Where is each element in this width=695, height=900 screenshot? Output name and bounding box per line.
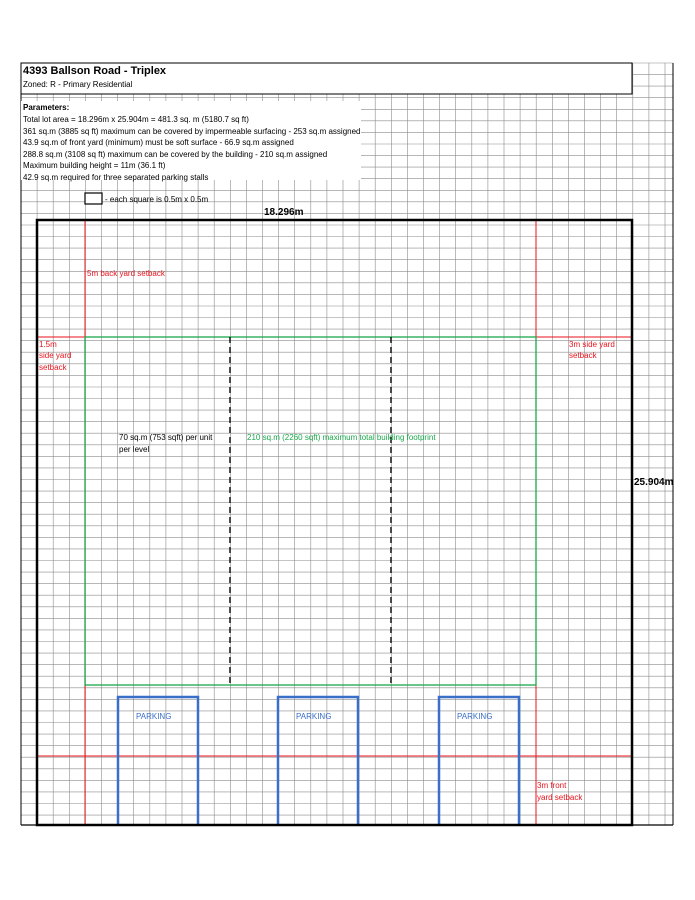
page-title: 4393 Ballson Road - Triplex <box>23 65 167 77</box>
parameter-1: Total lot area = 18.296m x 25.904m = 481.3 sq. m (5180.7 sq ft) <box>23 115 249 124</box>
unit-area-line1: 70 sq.m (753 sqft) per unit <box>119 433 213 442</box>
unit-area-line2: per level <box>119 445 150 454</box>
footprint-label: 210 sq.m (2260 sqft) maximum total building footprint <box>247 433 436 442</box>
lot-depth-label: 25.904m <box>634 477 674 488</box>
parking-label-3: PARKING <box>457 712 493 721</box>
front-setback-line1: 3m front <box>537 781 567 790</box>
front-setback-line2: yard setback <box>537 793 583 802</box>
lot-width-label: 18.296m <box>264 207 304 218</box>
parameter-3: 43.9 sq.m of front yard (minimum) must be soft surface - 66.9 sq.m assigned <box>23 138 294 147</box>
zoning-text: Zoned: R - Primary Residential <box>23 80 133 89</box>
left-setback-line3: setback <box>39 363 67 372</box>
left-setback-line2: side yard <box>39 351 72 360</box>
legend-square <box>85 193 102 204</box>
left-setback-line1: 1.5m <box>39 340 57 349</box>
right-setback-line2: setback <box>569 351 597 360</box>
parameter-5: Maximum building height = 11m (36.1 ft) <box>23 161 166 170</box>
legend-text: - each square is 0.5m x 0.5m <box>105 195 209 204</box>
back-setback-label: 5m back yard setback <box>87 269 165 278</box>
parameter-6: 42.9 sq.m required for three separated parking stalls <box>23 173 209 182</box>
parking-label-1: PARKING <box>136 712 172 721</box>
parameter-4: 288.8 sq.m (3108 sq ft) maximum can be covered by the building - 210 sq.m assigned <box>23 150 328 159</box>
parking-label-2: PARKING <box>296 712 332 721</box>
parameter-2: 361 sq.m (3885 sq ft) maximum can be covered by impermeable surfacing - 253 sq.m assigned <box>23 127 361 136</box>
parameters-heading: Parameters: <box>23 103 70 112</box>
right-setback-line1: 3m side yard <box>569 340 615 349</box>
